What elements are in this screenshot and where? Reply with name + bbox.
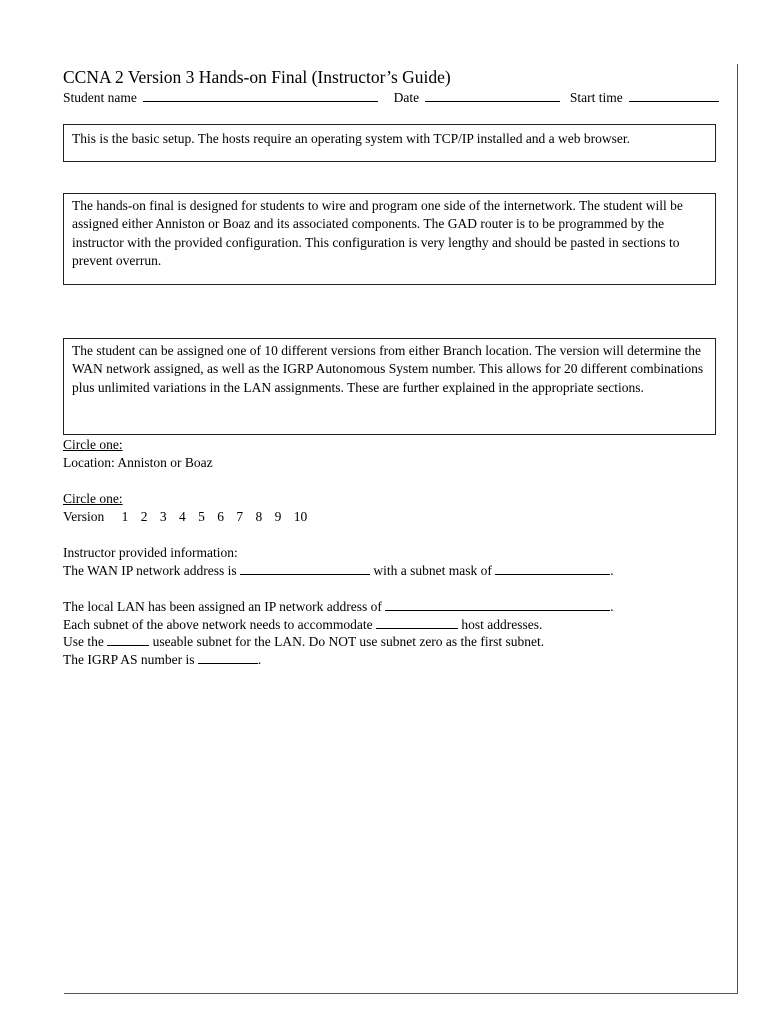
date-field[interactable] xyxy=(425,89,560,102)
subnet-prefix: Use the xyxy=(63,634,104,649)
lan-line-2 xyxy=(63,616,614,634)
lan-address-prefix: The local LAN has been assigned an IP network address of xyxy=(63,599,382,614)
student-info-line xyxy=(63,89,719,107)
version-option[interactable]: 7 xyxy=(236,508,244,524)
igrp-prefix: The IGRP AS number is xyxy=(63,651,195,667)
version-circle-label: Circle one: xyxy=(63,491,123,506)
instructor-heading: Instructor provided information: xyxy=(63,545,238,560)
version-option[interactable]: 3 xyxy=(159,508,167,524)
lan-line-4 xyxy=(63,651,614,669)
lan-line-1 xyxy=(63,598,614,616)
location-circle-label: Circle one: xyxy=(63,437,123,452)
student-name-label: Student name xyxy=(63,90,137,105)
versions-note-box xyxy=(63,338,716,435)
igrp-suffix: . xyxy=(257,651,262,667)
wan-line xyxy=(63,562,614,580)
lan-line-3 xyxy=(63,633,614,651)
version-option[interactable]: 8 xyxy=(255,508,263,524)
version-option[interactable]: 10 xyxy=(293,508,308,524)
version-label: Version xyxy=(63,508,105,524)
lan-address-suffix: . xyxy=(610,599,614,614)
version-option[interactable]: 1 xyxy=(121,508,129,524)
version-option[interactable]: 5 xyxy=(198,508,205,524)
versions-note-text: The student can be assigned one of 10 different versions from either Branch location. The version will determine the WAN network assigned, as well as the IGRP Autonomous System number. This allows for 20 different combinations plus unlimited variations in the LAN assignments. These are further explained in the appropriate sections. xyxy=(72,343,704,395)
student-name-field[interactable] xyxy=(143,89,378,102)
host-count-prefix: Each subnet of the above network needs to accommodate xyxy=(63,616,373,632)
start-time-field[interactable] xyxy=(629,89,719,102)
page-border-bottom xyxy=(64,993,738,994)
setup-note-text: This is the basic setup. The hosts require an operating system with TCP/IP installed and a web browser. xyxy=(72,131,631,146)
wan-mask-field[interactable] xyxy=(495,562,610,575)
design-note-text: The hands-on final is designed for students to wire and program one side of the internetwork. The student will be assigned either Anniston or Boaz and its associated components. The GAD router is to be programmed by the instructor with the provided configuration. This configuration is very lengthy and should be pasted in sections to prevent overrun. xyxy=(72,198,683,269)
start-time-label: Start time xyxy=(569,90,623,105)
design-note-box xyxy=(63,193,716,285)
location-section xyxy=(63,436,213,471)
wan-address-field[interactable] xyxy=(240,562,370,575)
igrp-as-field[interactable] xyxy=(198,651,258,664)
wan-prefix: The WAN IP network address is xyxy=(63,562,237,578)
lan-section xyxy=(63,598,614,668)
wan-mid: with a subnet mask of xyxy=(373,562,492,578)
wan-suffix: . xyxy=(610,562,614,578)
lan-address-field[interactable] xyxy=(385,598,610,611)
location-choice[interactable]: Location: Anniston or Boaz xyxy=(63,454,213,470)
host-count-field[interactable] xyxy=(376,616,458,629)
subnet-suffix: useable subnet for the LAN. Do NOT use subnet zero as the first subnet. xyxy=(152,634,545,649)
host-count-suffix: host addresses. xyxy=(461,616,543,632)
version-choices xyxy=(63,508,316,526)
version-option[interactable]: 6 xyxy=(217,508,224,524)
subnet-field[interactable] xyxy=(107,633,149,646)
version-section xyxy=(63,490,316,525)
version-option[interactable]: 9 xyxy=(274,508,282,524)
version-option[interactable]: 4 xyxy=(179,508,186,524)
instructor-section xyxy=(63,544,614,579)
date-label: Date xyxy=(393,90,420,105)
setup-note-box xyxy=(63,124,716,162)
page-border-right xyxy=(737,64,738,994)
version-option[interactable]: 2 xyxy=(140,508,148,524)
page-title: CCNA 2 Version 3 Hands-on Final (Instructor’s Guide) xyxy=(63,67,451,87)
